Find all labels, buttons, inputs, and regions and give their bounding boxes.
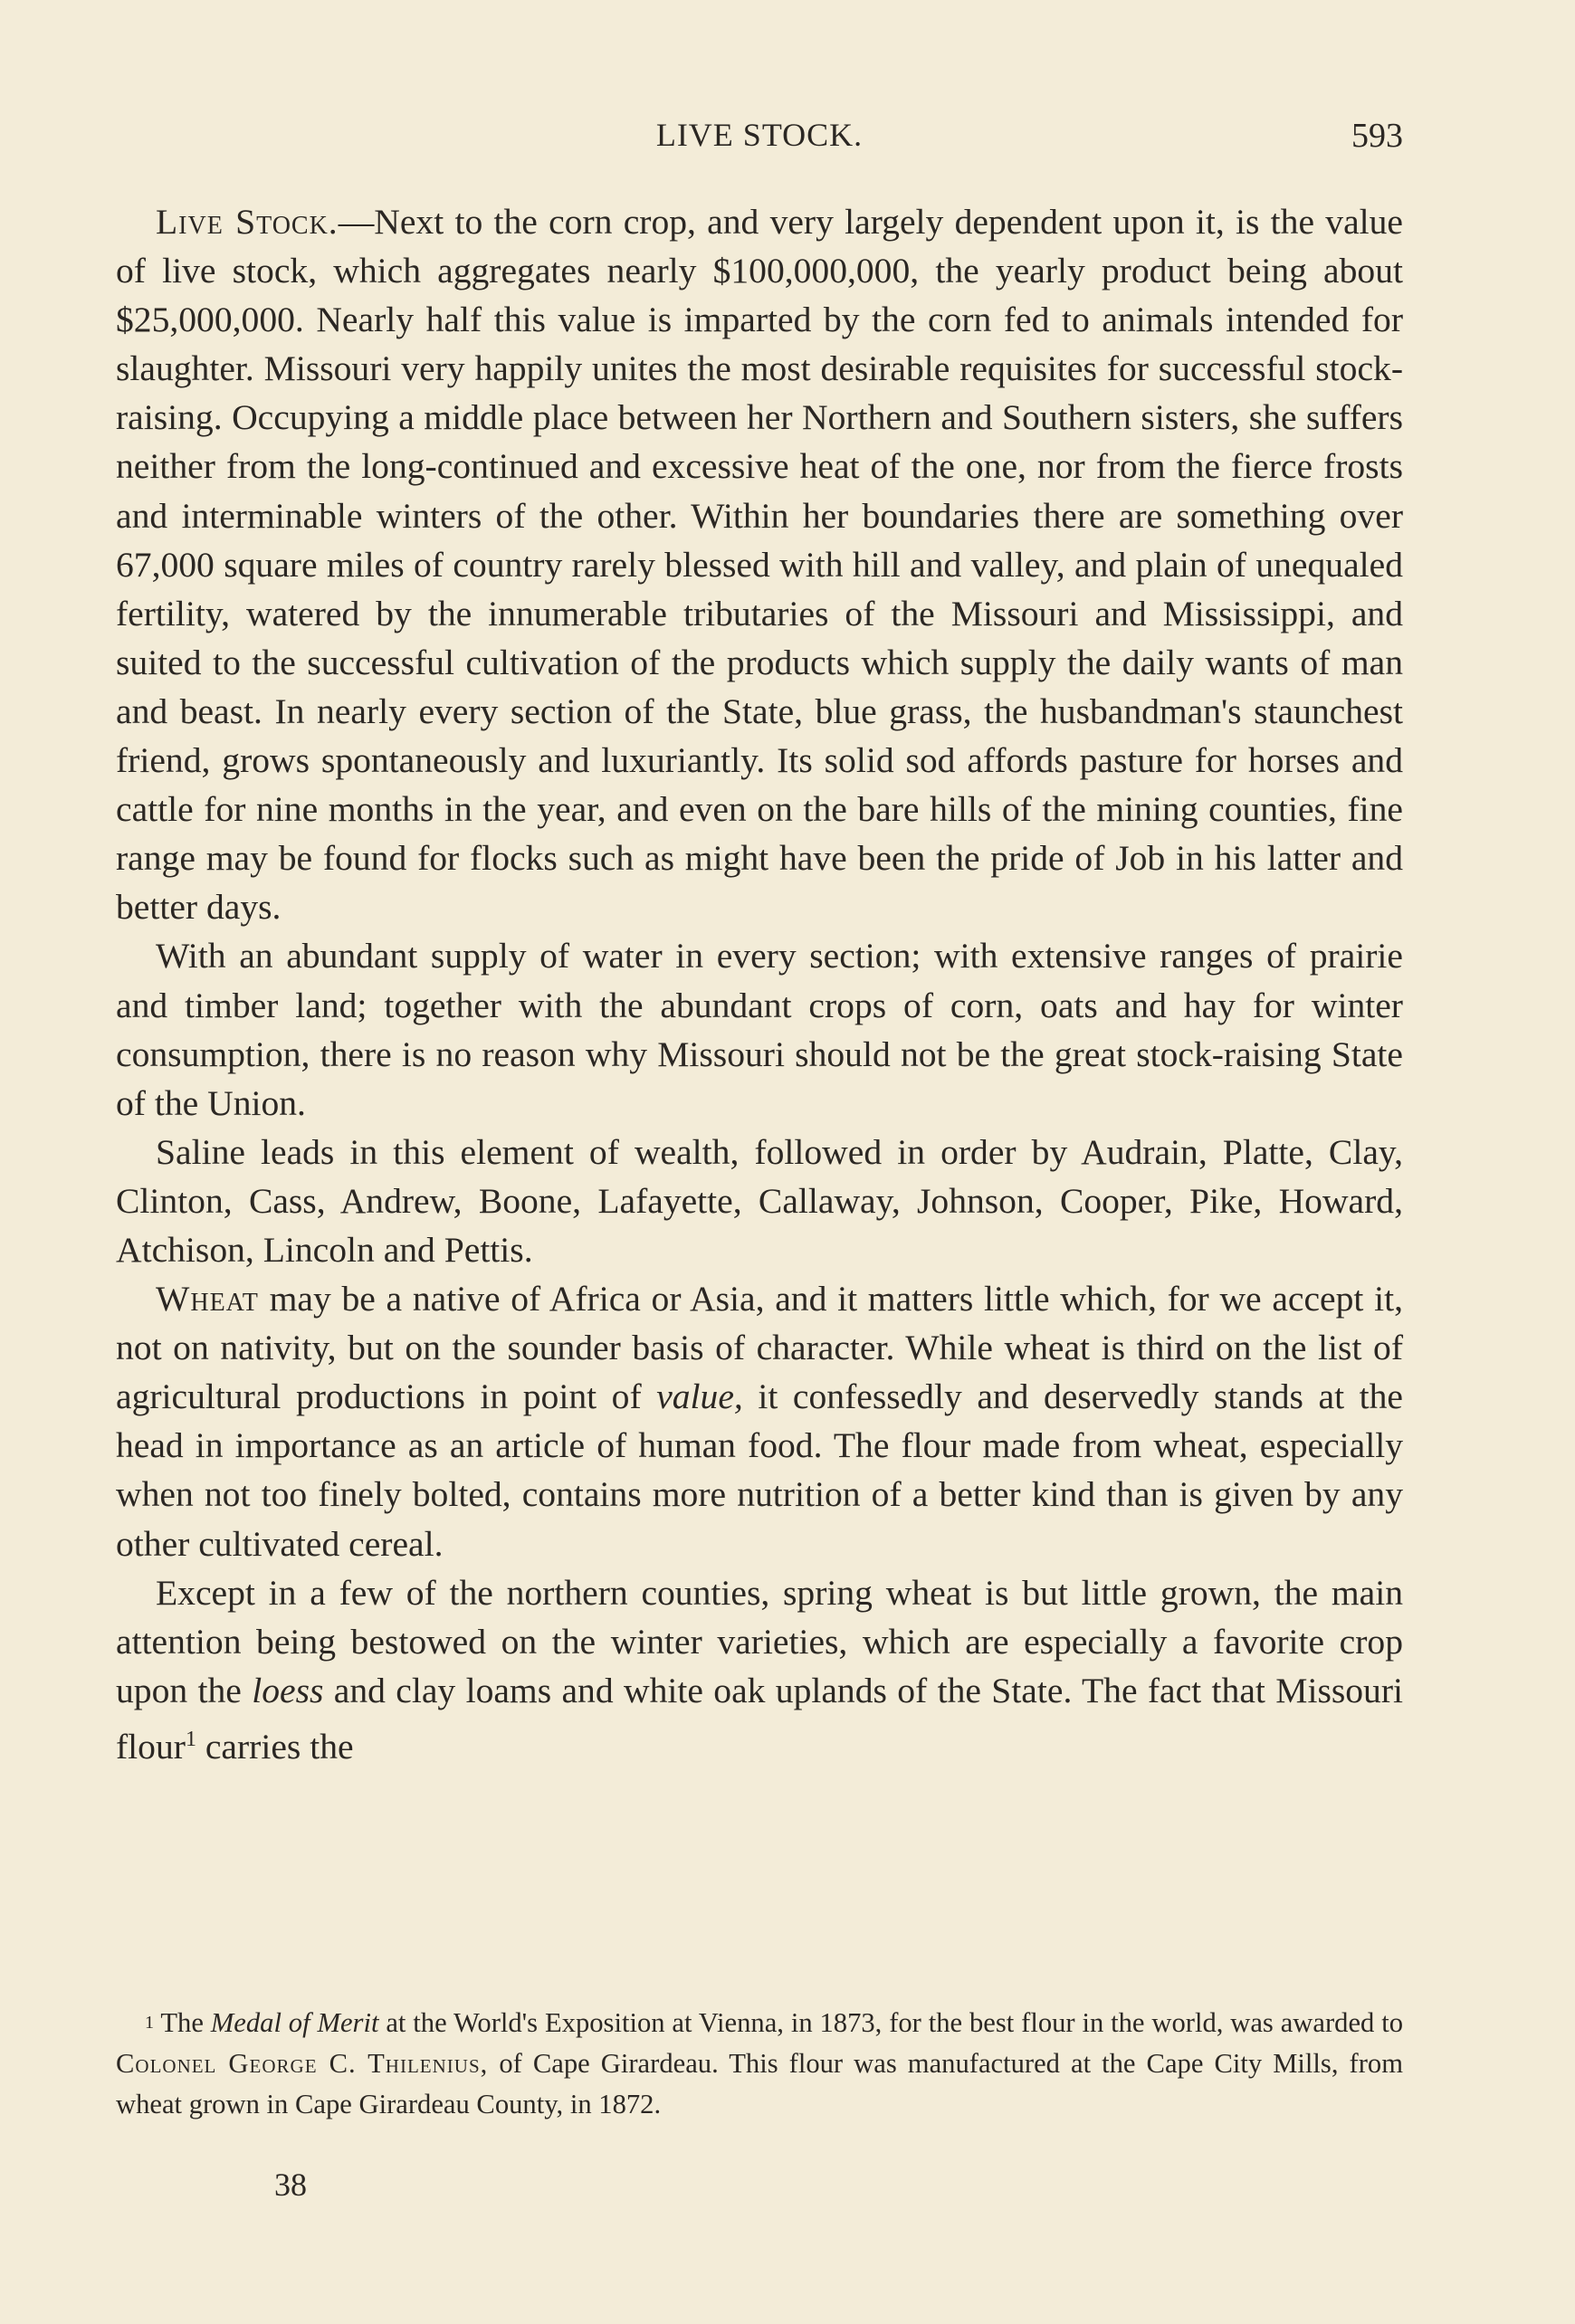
emphasis-medal-of-merit: Medal of Merit bbox=[210, 2007, 379, 2038]
footnotes bbox=[116, 2003, 1403, 2125]
paragraph-text: may be a native of Africa or Asia, and it matters little which, for we accept it, not on nativity, but on the sounder basis of character. While wheat is third on the list of agricultural productions in point of bbox=[116, 1279, 1403, 1417]
running-title: LIVE STOCK. bbox=[655, 117, 864, 153]
paragraph-text: Except in a few of the northern counties, spring wheat is but little grown, the main attention being bestowed on the winter varieties, which are especially a favorite crop upon the bbox=[116, 1572, 1403, 1710]
footnote-person-name: Colonel George C. Thilenius, bbox=[116, 2048, 489, 2079]
signature-mark: 38 bbox=[274, 2167, 307, 2203]
section-heading-wheat: Wheat bbox=[156, 1279, 259, 1319]
paragraph-text: Saline leads in this element of wealth, followed in order by Audrain, Platte, Clay, Clinton, Cass, Andrew, Boone, Lafayette, Callaway, Johnson, Cooper, Pike, Howard, Atchison, Lincoln and Pettis. bbox=[116, 1131, 1403, 1270]
paragraph-live-stock bbox=[116, 197, 1403, 931]
section-heading-live-stock: Live Stock. bbox=[156, 202, 339, 242]
paragraph-county-ranking bbox=[116, 1128, 1403, 1274]
running-head bbox=[116, 116, 1403, 167]
paragraph-text: it confessedly and deservedly stands at the head in importance as an article of human food. The flour made from wheat, especially when not too finely bolted, contains more nutrition of a better kind than is given by any other cultivated cereal. bbox=[116, 1376, 1403, 1564]
paragraph-text: and clay loams and white oak uplands of the State. The fact that Missouri flour bbox=[116, 1670, 1403, 1767]
emphasis-value: value, bbox=[656, 1376, 743, 1417]
footnote bbox=[116, 2003, 1403, 2125]
body-text bbox=[116, 197, 1403, 1771]
page-number: 593 bbox=[1351, 117, 1403, 155]
footnote-text: The bbox=[160, 2007, 204, 2038]
paragraph-text: carries the bbox=[205, 1726, 354, 1767]
footnote-text: at the World's Exposition at Vienna, in 1873, for the best flour in the world, was awarded to bbox=[386, 2007, 1403, 2038]
paragraph-winter-wheat bbox=[116, 1568, 1403, 1771]
paragraph-text: With an abundant supply of water in every section; with extensive ranges of prairie and timber land; together with the abundant crops of corn, oats and hay for winter consumption, there is no reason why Missouri should not be the great stock-raising State of the Union. bbox=[116, 936, 1403, 1123]
paragraph-wheat bbox=[116, 1274, 1403, 1568]
footnote-marker: 1 bbox=[145, 2013, 154, 2033]
paragraph-water-supply bbox=[116, 931, 1403, 1127]
emphasis-loess: loess bbox=[252, 1670, 324, 1710]
footnote-reference[interactable]: 1 bbox=[185, 1727, 196, 1751]
paragraph-text: —Next to the corn crop, and very largely dependent upon it, is the value of live stock, which aggregates nearly $100,000,000, the yearly product being about $25,000,000. Nearly half this value is imparted by the corn fed to animals intended for slaughter. Missouri very happily unites the most desirable requisites for successful stock-raising. Occupying a middle place between her Northern and Southern sisters, she suffers neither from the long-continued and excessive heat of the one, nor from the fierce frosts and interminable winters of the other. Within her boundaries there are something over 67,000 square miles of country rarely blessed with hill and valley, and plain of unequaled fertility, watered by the innumerable tributaries of the Missouri and Mississippi, and suited to the successful cultivation of the products which supply the daily wants of man and beast. In nearly every section of the State, blue grass, the husbandman's staunchest friend, grows spontaneously and luxuriantly. Its solid sod affords pasture for horses and cattle for nine months in the year, and even on the bare hills of the mining counties, fine range may be found for flocks such as might have been the pride of Job in his latter and better days. bbox=[116, 202, 1403, 928]
footnote-text: of Cape Girardeau. This flour was manufactured at the Cape City Mills, from wheat grown in Cape Girardeau County, in 1872. bbox=[116, 2048, 1403, 2119]
